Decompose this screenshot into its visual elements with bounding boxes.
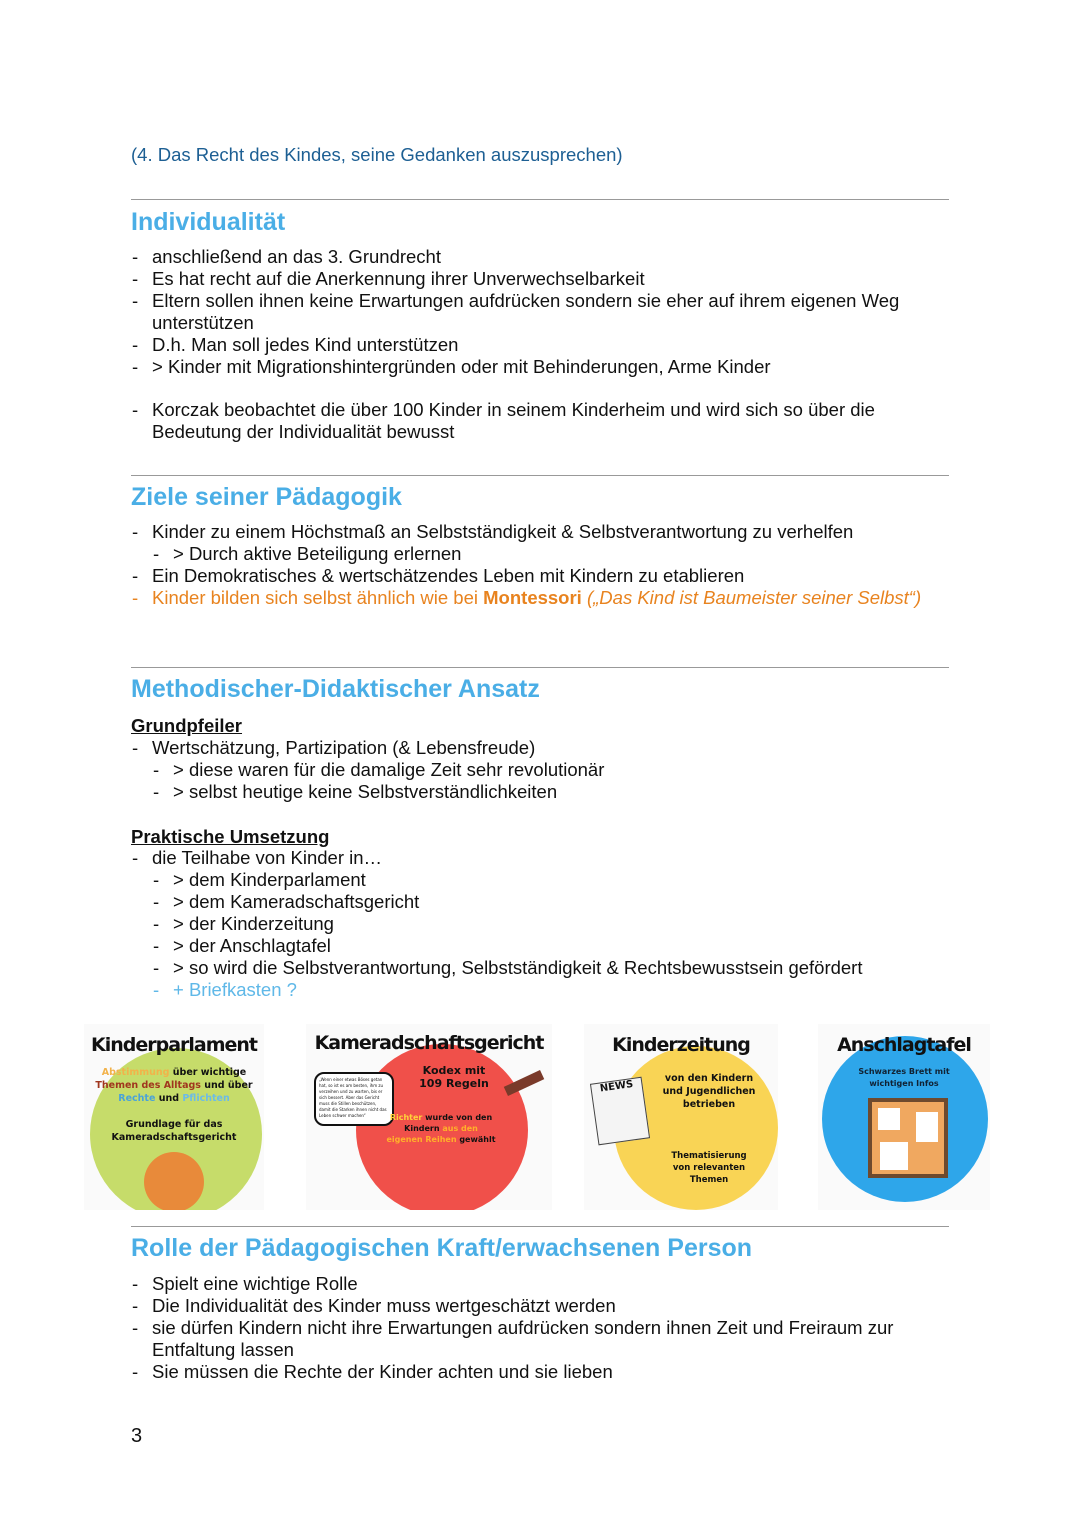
list-item: - Korczak beobachtet die über 100 Kinder in seinem Kinderheim und wird sich so über die Bedeutung der Individualität bewusst [131,399,951,443]
list-item: - Kinder zu einem Höchstmaß an Selbstständigkeit & Selbstverantwortung zu verhelfen [131,521,951,543]
t: und [155,1093,183,1104]
quote: („Das Kind ist Baumeister seiner Selbst“) [581,587,922,608]
t: Richter [389,1113,423,1122]
list-umsetzung [131,847,951,1001]
list-item: - > der Kinderzeitung [131,913,951,935]
card-text: Kodex mit 109 Regeln [419,1064,489,1090]
intro-line: (4. Das Recht des Kindes, seine Gedanken auszusprechen) [131,144,623,165]
list-item: - Ein Demokratisches & wertschätzendes Leben mit Kindern zu etablieren [131,565,951,587]
list-item: - Eltern sollen ihnen keine Erwartungen aufdrücken sondern sie eher auf ihrem eigenen Weg unterstützen [131,290,951,334]
t: gewählt [456,1135,496,1144]
card-text: Grundlage für das Kameradschaftsgericht [111,1119,237,1143]
list-item: - > selbst heutige keine Selbstverständlichkeiten [131,781,951,803]
divider [131,1226,949,1227]
list-ziele [131,521,951,609]
list-grundpfeiler [131,737,951,803]
t: Abstimmung [101,1067,170,1078]
montessori-bold: Montessori [483,587,582,608]
list-item: - Spielt eine wichtige Rolle [131,1273,951,1295]
heading-ansatz: Methodischer-Didaktischer Ansatz [131,675,540,703]
list-item: - anschließend an das 3. Grundrecht [131,246,951,268]
t: Themen des Alltags [95,1080,201,1091]
list-item: - D.h. Man soll jedes Kind unterstützen [131,334,951,356]
newspaper-icon: NEWS [590,1077,650,1146]
children-illustration [144,1152,204,1210]
heading-ziele: Ziele seiner Pädagogik [131,483,402,511]
card-anschlagtafel [818,1024,990,1210]
heading-individualitaet: Individualität [131,208,286,236]
list-rolle [131,1273,951,1383]
gavel-icon [504,1070,544,1096]
list-item: - sie dürfen Kindern nicht ihre Erwartungen aufdrücken sondern ihnen Zeit und Freiraum zur Entfaltung lassen [131,1317,951,1361]
divider [131,475,949,476]
card-kinderzeitung [584,1024,778,1210]
heading-rolle: Rolle der Pädagogischen Kraft/erwachsenen Person [131,1234,753,1262]
list-item: - > der Anschlagtafel [131,935,951,957]
divider [131,667,949,668]
card-title: Kameradschaftsgericht [314,1032,544,1054]
card-text: von den Kindern und Jugendlichen betrieben [662,1073,756,1110]
list-item: - > Durch aktive Beteiligung erlernen [131,543,951,565]
list-item: - > dem Kameradschaftsgericht [131,891,951,913]
t: aus den eigenen Reihen [386,1124,478,1144]
list-item: - Wertschätzung, Partizipation (& Lebensfreude) [131,737,951,759]
divider [131,199,949,200]
list-individualitaet [131,246,951,443]
page-number: 3 [131,1425,143,1447]
text: Kinder bilden sich selbst ähnlich wie bei [152,587,484,608]
card-kinderparlament [84,1024,264,1210]
list-item: - Sie müssen die Rechte der Kinder achten und sie lieben [131,1361,951,1383]
card-title: Kinderparlament [90,1034,258,1056]
card-text: Schwarzes Brett mit wichtigen Infos [858,1067,950,1088]
list-item: - + Briefkasten ? [131,979,951,1001]
t: über wichtige [169,1067,247,1078]
speech-bubble: „Wenn einer etwas Böses getan hat, so ist es am besten, ihm zu verzeihen und zu warten, bis er sich bessert. Aber das Gericht muss die Stillen beschützen, damit die Starken ihnen nicht das Leben schwer machen“ [314,1072,394,1126]
list-item: - Es hat recht auf die Anerkennung ihrer Unverwechselbarkeit [131,268,951,290]
card-text: Thematisierung von relevanten Themen [671,1151,747,1185]
list-item: - Die Individualität des Kinder muss wertgeschätzt werden [131,1295,951,1317]
t: und über [200,1080,253,1091]
t: Pflichten [182,1093,230,1104]
subheading-umsetzung: Praktische Umsetzung [131,826,330,847]
card-kameradschaftsgericht [306,1024,552,1210]
card-title: Anschlagtafel [837,1034,971,1056]
list-item: - > Kinder mit Migrationshintergründen oder mit Behinderungen, Arme Kinder [131,356,951,378]
list-item: - > diese waren für die damalige Zeit sehr revolutionär [131,759,951,781]
list-item: - die Teilhabe von Kinder in… [131,847,951,869]
t: wurde von den Kindern [404,1113,493,1133]
list-item-montessori [131,587,951,609]
t: Rechte [118,1093,156,1104]
list-item: - > dem Kinderparlament [131,869,951,891]
list-item: - > so wird die Selbstverantwortung, Selbstständigkeit & Rechtsbewusstsein gefördert [131,957,951,979]
bulletin-board-icon [868,1098,948,1178]
card-title: Kinderzeitung [612,1034,750,1056]
subheading-grundpfeiler: Grundpfeiler [131,715,243,736]
